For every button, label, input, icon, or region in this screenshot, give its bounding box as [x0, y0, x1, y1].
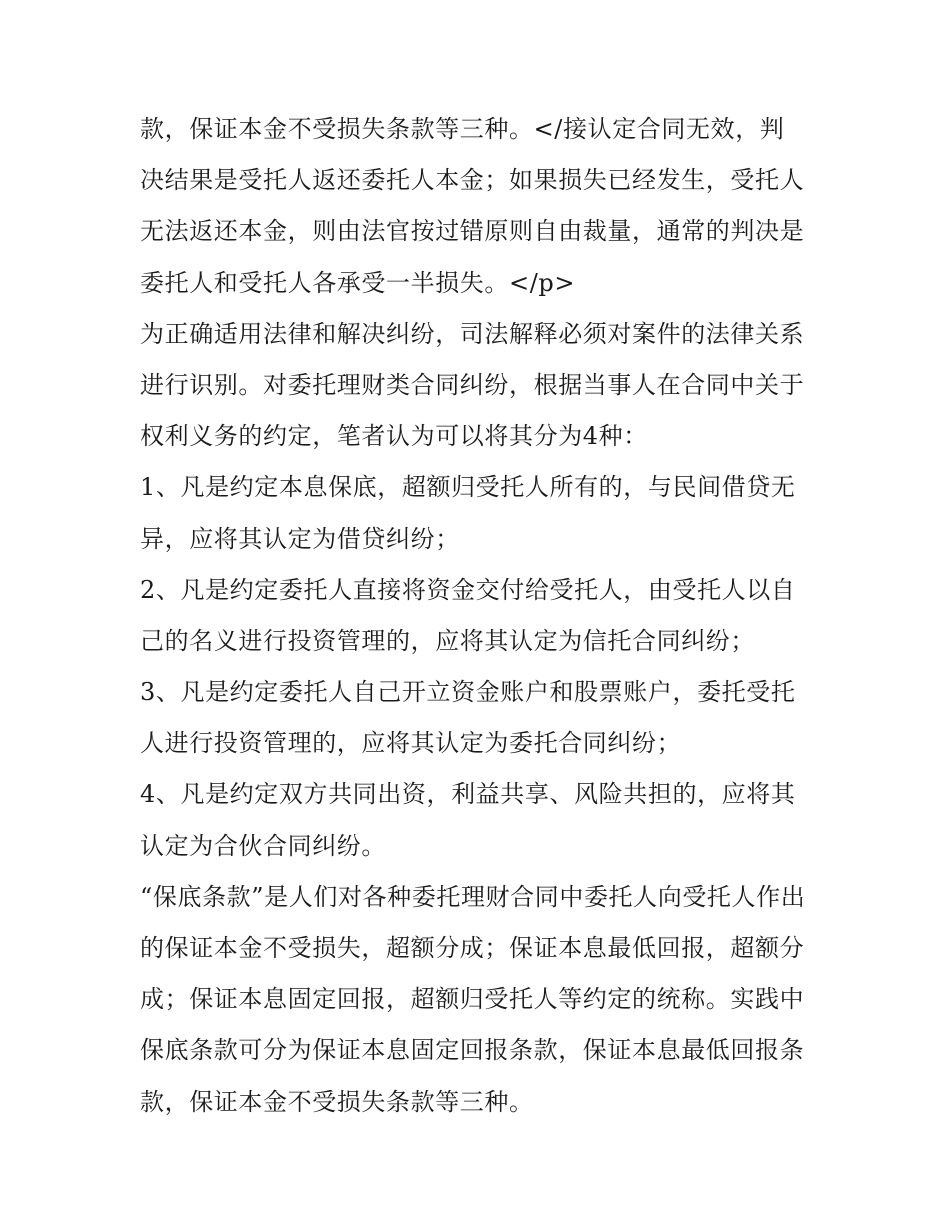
list-item-line: 异，应将其认定为借贷纠纷；	[140, 524, 460, 553]
list-item-line: 2、凡是约定委托人直接将资金交付给受托人，由受托人以自	[140, 575, 796, 604]
text-line: 的保证本金不受损失，超额分成；保证本息最低回报，超额分	[140, 934, 805, 962]
text-line: 款，保证本金不受损失条款等三种。	[140, 1087, 534, 1116]
list-item-line: 3、凡是约定委托人自己开立资金账户和股票账户，委托受托	[140, 678, 796, 707]
text-line: 无法返还本金，则由法官按过错原则自由裁量，通常的判决是	[140, 217, 805, 246]
list-item-line: 人进行投资管理的，应将其认定为委托合同纠纷；	[140, 729, 682, 758]
document-body	[140, 104, 815, 1128]
text-line: 成；保证本息固定回报，超额归受托人等约定的统称。实践中	[140, 985, 805, 1014]
list-item-line: 4、凡是约定双方共同出资，利益共享、风险共担的，应将其	[140, 780, 796, 809]
list-item-line: 认定为合伙合同纠纷。	[140, 831, 386, 860]
text-line: 决结果是受托人返还委托人本金；如果损失已经发生，受托人	[140, 166, 805, 195]
text-line: 委托人和受托人各承受一半损失。</p>	[140, 268, 576, 297]
text-line: 保底条款可分为保证本息固定回报条款，保证本息最低回报条	[140, 1036, 805, 1065]
list-item-line: 己的名义进行投资管理的，应将其认定为信托合同纠纷；	[140, 626, 755, 655]
text-line: “保底条款”是人们对各种委托理财合同中委托人向受托人作出	[140, 882, 806, 911]
text-line: 进行识别。对委托理财类合同纠纷，根据当事人在合同中关于	[140, 370, 805, 399]
text-line: 为正确适用法律和解决纠纷，司法解释必须对案件的法律关系	[140, 319, 805, 348]
list-item-line: 1、凡是约定本息保底，超额归受托人所有的，与民间借贷无	[140, 473, 796, 502]
text-line: 款，保证本金不受损失条款等三种。</接认定合同无效，判	[140, 115, 785, 143]
text-line: 权利义务的约定，笔者认为可以将其分为4种：	[140, 422, 648, 451]
